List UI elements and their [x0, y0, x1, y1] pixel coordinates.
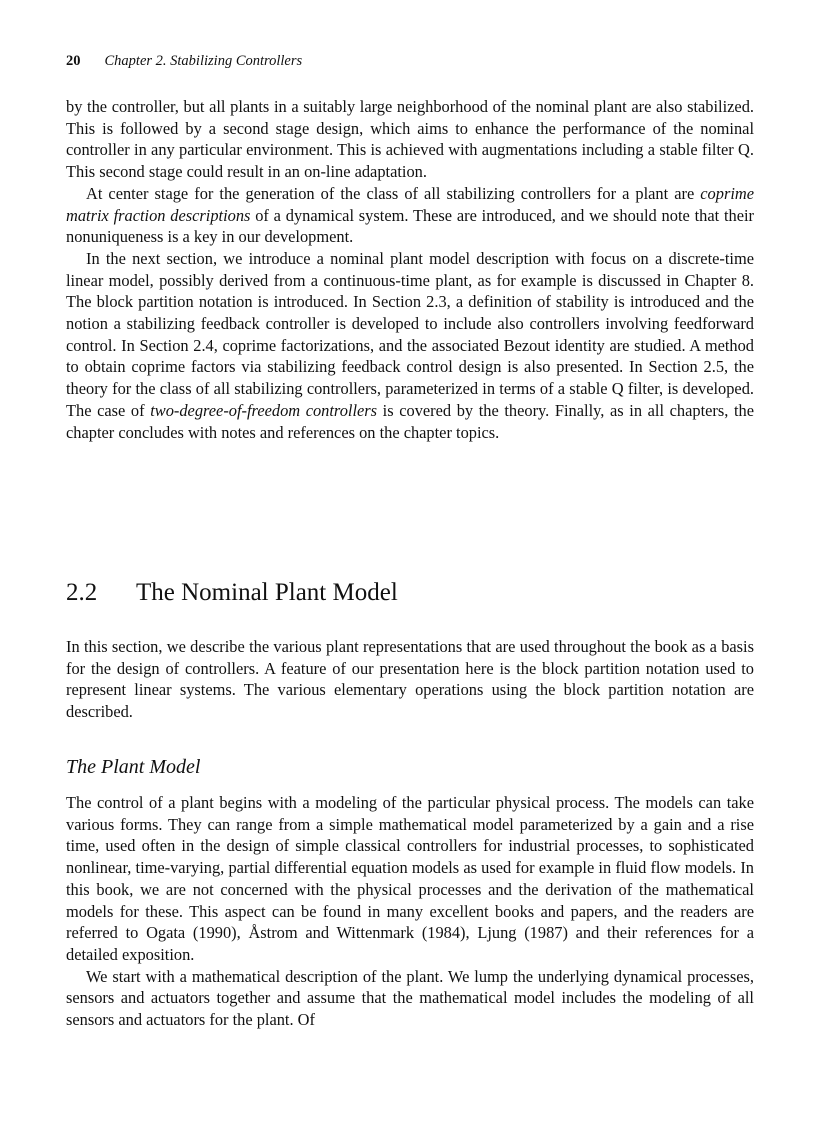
intro-p2-text: At center stage for the generation of the class of all stabilizing controllers for a plant are [86, 183, 701, 203]
subsection-paragraph-2: We start with a mathematical description of the plant. We lump the underlying dynamical processes, sensors and actuators together and assume that the mathematical model includes the modeling of all sensors and actuators for the plant. Of [66, 966, 754, 1030]
intro-p2-emphasis: coprime matrix fraction descriptions [66, 183, 754, 225]
intro-p3-text-end: is covered by the theory. Finally, as in all chapters, the chapter concludes with notes and references on the chapter topics. [66, 400, 754, 442]
subsection-text [66, 792, 754, 1031]
chapter-title: Chapter 2. Stabilizing Controllers [104, 53, 303, 69]
running-head [66, 52, 302, 70]
intro-p2-text-end: of a dynamical system. These are introduced, and we should note that their nonuniqueness is a key in our development. [66, 205, 754, 247]
intro-paragraph-2 [66, 183, 754, 248]
page-number: 20 [66, 53, 81, 69]
subsection-heading: The Plant Model [66, 756, 201, 778]
section-heading [66, 578, 398, 608]
section-number: 2.2 [66, 579, 98, 606]
intro-p3-emphasis: two-degree-of-freedom controllers [150, 400, 378, 420]
section-paragraph-1: In this section, we describe the various plant representations that are used throughout the book as a basis for the design of controllers. A feature of our presentation here is the block partition notation used to represent linear systems. The various elementary operations using the block partition notation are described. [66, 637, 754, 722]
intro-paragraph-3 [66, 248, 754, 443]
section-text [66, 636, 754, 723]
intro-text [66, 96, 754, 443]
subsection-paragraph-1: The control of a plant begins with a modeling of the particular physical process. The models can take various forms. They can range from a simple mathematical model parameterized by a gain and a rise time, used often in the design of simple classical controllers for industrial processes, to sophisticated nonlinear, time-varying, partial differential equation models as used for example in fluid flow models. In this book, we are not concerned with the physical processes and the derivation of the mathematical models for these. This aspect can be found in many excellent books and papers, and the readers are referred to Ogata (1990), Åstrom and Wittenmark (1984), Ljung (1987) and their references for a detailed exposition. [66, 793, 754, 964]
intro-p3-text: In the next section, we introduce a nominal plant model description with focus on a discrete-time linear model, possibly derived from a continuous-time plant, as for example is discussed in Chapter 8. The block partition notation is introduced. In Section 2.3, a definition of stability is introduced and the notion a stabilizing feedback controller is developed to include also controllers involving feedforward control. In Section 2.4, coprime factorizations, and the associated Bezout identity are studied. A method to obtain coprime factors via stabilizing feedback control design is also presented. In Section 2.5, the theory for the class of all stabilizing controllers, parameterized in terms of a stable Q filter, is developed. The case of [66, 248, 754, 420]
section-title: The Nominal Plant Model [136, 579, 398, 606]
intro-paragraph-1: by the controller, but all plants in a suitably large neighborhood of the nominal plant are also stabilized. This is followed by a second stage design, which aims to enhance the performance of the nominal controller in any particular environment. This is achieved with augmentations including a stable filter Q. This second stage could result in an on-line adaptation. [66, 97, 754, 182]
